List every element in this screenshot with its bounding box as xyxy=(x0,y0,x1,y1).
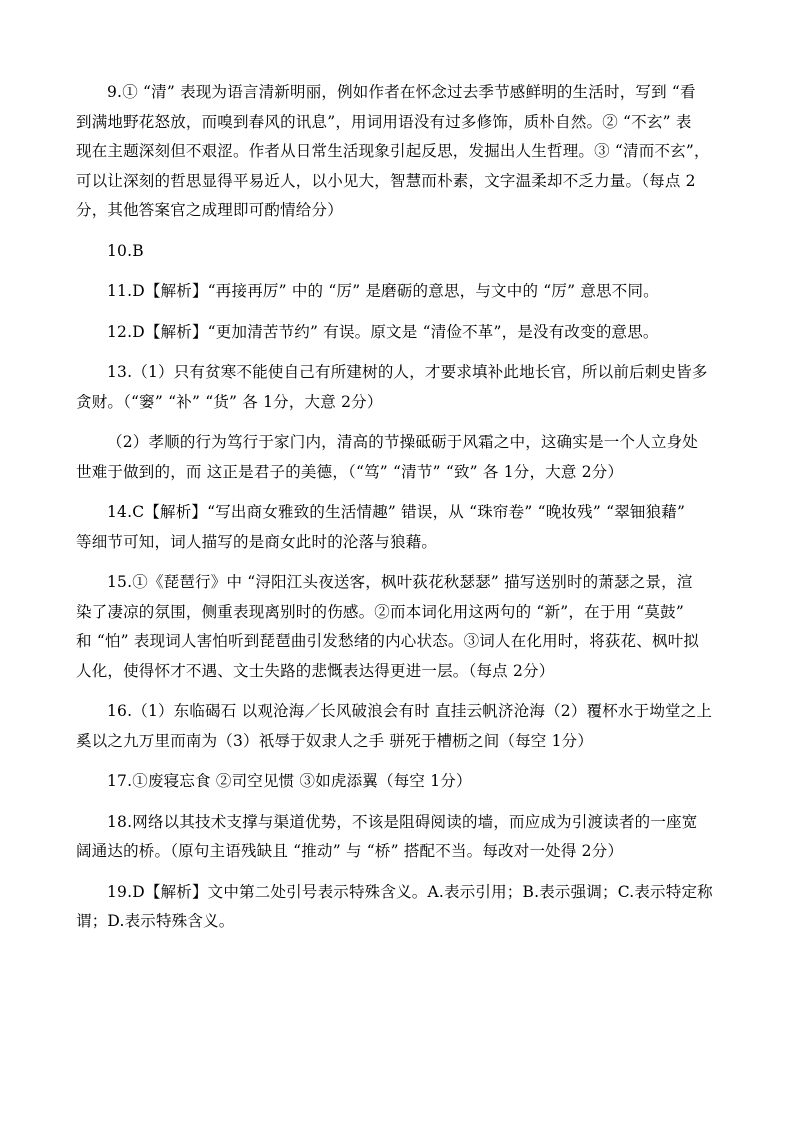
answer-line: 19.D【解析】文中第二处引号表示特殊含义。A.表示引用；B.表示强调；C.表示特定称 xyxy=(107,882,713,901)
answer-14 xyxy=(76,498,726,557)
answer-line: 奚以之九万里而南为（3）祇辱于奴隶人之手 骈死于槽枥之间（每空 1分） xyxy=(76,731,594,750)
answer-line: 9.① “清” 表现为语言清新明丽，例如作者在怀念过去季节感鲜明的生活时，写到 “看 xyxy=(107,83,696,101)
answer-line: 世难于做到的，而 这正是君子的美德，（“笃” “清节” “致” 各 1分，大意 2分） xyxy=(76,462,624,481)
answer-13-part2 xyxy=(76,428,726,487)
answer-line: 现在主题深刻但不艰涩。作者从日常生活现象引起反思，发掘出人生哲理。③ “清而不玄”， xyxy=(76,142,710,160)
answer-line: 11.D【解析】“再接再厉” 中的 “厉” 是磨砺的意思，与文中的 “厉” 意思不同。 xyxy=(107,282,659,300)
answer-line: 人化，使得怀才不遇、文士失路的悲慨表达得更进一层。（每点 2分） xyxy=(76,661,555,680)
answer-line: 阔通达的桥。（原句主语残缺且 “推动” 与 “桥” 搭配不当。每改对一处得 2分） xyxy=(76,842,624,860)
answer-line: 15.①《琵琶行》中 “浔阳江头夜送客，枫叶荻花秋瑟瑟” 描写送别时的萧瑟之景，渲 xyxy=(107,573,693,591)
answer-line: 谓；D.表示特殊含义。 xyxy=(76,912,235,930)
answer-line: 16.（1）东临碣石 以观沧海／长风破浪会有时 直挂云帆济沧海（2）覆杯水于坳堂之上 xyxy=(107,702,713,720)
answer-11 xyxy=(76,277,726,307)
answer-line: 分，其他答案官之成理即可酌情给分） xyxy=(76,201,343,219)
answer-10 xyxy=(76,237,726,267)
answer-17 xyxy=(76,767,726,797)
answer-line: （2）孝顺的行为笃行于家门内，清高的节操砥砺于风霜之中，这确实是一个人立身处 xyxy=(107,433,698,451)
answer-12 xyxy=(76,318,726,348)
answer-line: 染了凄凉的氛围，侧重表现离别时的伤感。②而本词化用这两句的 “新”，在于用 “莫鼓” xyxy=(76,602,684,621)
answer-line: 18.网络以其技术支撑与渠道优势，不该是阻碍阅读的墙，而应成为引渡读者的一座宽 xyxy=(107,812,698,831)
answer-line: 13.（1）只有贫寒不能使自己有所建树的人，才要求填补此地长官，所以前后刺史皆多 xyxy=(107,363,708,381)
answer-line: 贪财。（“窭” “补” “货” 各 1分，大意 2分） xyxy=(76,392,383,411)
answer-18 xyxy=(76,808,726,867)
answer-line: 可以让深刻的哲思显得平易近人，以小见大，智慧而朴素，文字温柔却不乏力量。（每点 2 xyxy=(76,171,696,190)
answer-line: 到满地野花怒放，而嗅到春风的讯息”，用词用语没有过多修饰，质朴自然。② “不玄” 表 xyxy=(76,112,692,131)
answer-9 xyxy=(76,78,726,226)
answer-15 xyxy=(76,568,726,686)
answer-line: 12.D【解析】“更加清苦节约” 有误。原文是 “清俭不革”，是没有改变的意思。 xyxy=(107,322,659,341)
answer-13-part1 xyxy=(76,358,726,417)
answer-line: 10.B xyxy=(107,241,144,260)
answer-line: 17.①废寝忘食 ②司空见惯 ③如虎添翼（每空 1分） xyxy=(107,772,472,790)
answer-key-body xyxy=(76,78,726,948)
answer-line: 14.C【解析】“写出商女雅致的生活情趣” 错误，从 “珠帘卷” “晚妆残” “翠钿狼藉” xyxy=(107,503,686,521)
answer-line: 和 “怕” 表现词人害怕听到琵琶曲引发愁绪的内心状态。③词人在化用时，将荻花、枫叶拟 xyxy=(76,632,700,650)
answer-16 xyxy=(76,697,726,756)
answer-19 xyxy=(76,878,726,937)
answer-line: 等细节可知，词人描写的是商女此时的沦落与狼藉。 xyxy=(76,532,438,551)
